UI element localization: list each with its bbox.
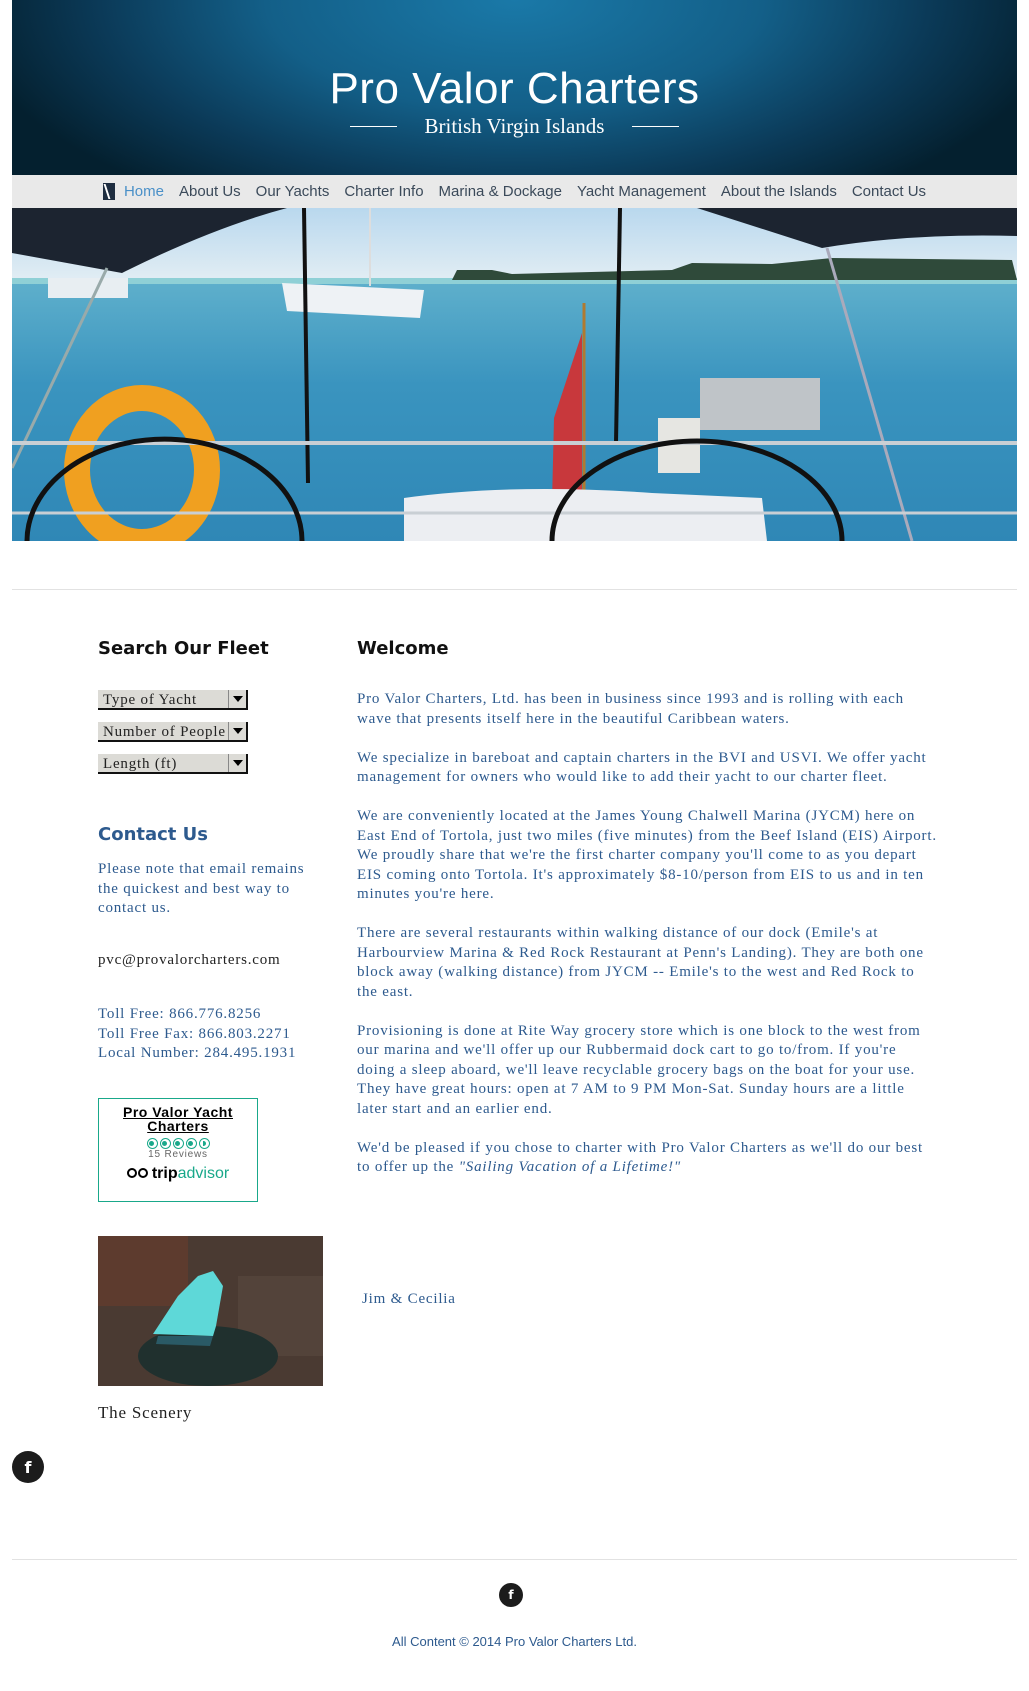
site-subtitle: British Virgin Islands: [424, 114, 605, 138]
rating-half-bubble-icon: [199, 1138, 210, 1149]
rating-bubble-icon: [173, 1138, 184, 1149]
contact-note: Please note that email remains the quickest and best way to contact us.: [98, 861, 305, 916]
nav-contact-us[interactable]: Contact Us: [851, 183, 927, 200]
closing-text: We'd be pleased if you chose to charter with Pro Valor Charters as we'll do our best to offer up the: [357, 1139, 923, 1175]
people-count-select[interactable]: [98, 722, 248, 742]
hero-image: [12, 208, 1017, 541]
toll-free-phone: Toll Free: 866.776.8256: [98, 1006, 262, 1022]
welcome-paragraph: Provisioning is done at Rite Way grocery store which is one block to the west from our marina and we'll offer up our Rubbermaid dock cart to go to/from. If you're doing a sleep aboard, we'll leave recyclable grocery bags on the boat for your use. They have great hours: open at 7 AM to 9 PM Mon-Sat. Sunday hours are a little later start and an earlier end.: [357, 1022, 921, 1117]
length-select[interactable]: [98, 754, 248, 774]
site-logo-icon[interactable]: [103, 183, 115, 200]
welcome-paragraph: Pro Valor Charters, Ltd. has been in business since 1993 and is rolling with each wave that presents itself here in the beautiful Caribbean waters.: [357, 691, 904, 727]
chevron-down-icon[interactable]: [228, 754, 246, 772]
chevron-down-icon[interactable]: [228, 690, 246, 708]
select-value: Type of Yacht: [103, 692, 197, 708]
footer-facebook-icon[interactable]: f: [499, 1583, 523, 1607]
owl-icon: [127, 1168, 149, 1180]
welcome-paragraph: There are several restaurants within walking distance of our dock (Emile's at Harbourview Marina & Red Rock Restaurant at Penn's Landing). They are both one block away (walking distance) from JYCM -- Emile's to the west and Red Rock to the east.: [357, 925, 924, 1000]
logo-advisor: advisor: [177, 1165, 230, 1182]
nav-yacht-management[interactable]: Yacht Management: [576, 183, 706, 200]
rating-bubble-icon: [147, 1138, 158, 1149]
facebook-icon[interactable]: f: [12, 1451, 44, 1483]
tripadvisor-logo[interactable]: [99, 1165, 257, 1183]
decorative-line: [350, 126, 397, 127]
nav-our-yachts[interactable]: Our Yachts: [255, 183, 330, 200]
footer-divider: [12, 1559, 1017, 1560]
section-divider: [12, 589, 1017, 590]
rating-bubbles: [99, 1138, 257, 1149]
closing-paragraph: [357, 1139, 937, 1178]
site-header: [12, 0, 1017, 175]
welcome-paragraph: We are conveniently located at the James Young Chalwell Marina (JYCM) here on East End of Tortola, just two miles (five minutes) from the Beef Island (EIS) Airport. We proudly share that we're the first charter company you'll come to as you depart EIS coming onto Tortola. It's approximately $8-10/person from EIS to us and in ten minutes you're here.: [357, 808, 937, 902]
toll-free-fax: Toll Free Fax: 866.803.2271: [98, 1025, 291, 1042]
welcome-heading: Welcome: [357, 638, 449, 659]
welcome-body: [357, 690, 937, 1197]
search-fleet-heading: Search Our Fleet: [98, 638, 269, 659]
nav-marina-dockage[interactable]: Marina & Dockage: [438, 183, 562, 200]
tripadvisor-title[interactable]: Pro Valor Yacht Charters: [123, 1104, 233, 1134]
copyright: All Content © 2014 Pro Valor Charters Ltd.: [392, 1634, 637, 1649]
phone-list: [98, 1005, 296, 1064]
chevron-down-icon[interactable]: [228, 722, 246, 740]
signature: Jim & Cecilia: [362, 1291, 456, 1307]
email-link[interactable]: pvc@provalorcharters.com: [98, 952, 281, 968]
subtitle-row: [12, 114, 1017, 139]
main-nav: [12, 175, 1017, 208]
nav-charter-info[interactable]: Charter Info: [344, 183, 424, 200]
tripadvisor-widget[interactable]: [98, 1098, 258, 1202]
yacht-type-select[interactable]: [98, 690, 248, 710]
nav-home[interactable]: Home: [123, 183, 164, 200]
select-value: Length (ft): [103, 756, 178, 772]
review-count[interactable]: 15 Reviews: [148, 1149, 208, 1160]
rating-bubble-icon: [160, 1138, 171, 1149]
local-phone: Local Number: 284.495.1931: [98, 1045, 297, 1061]
image-caption: The Scenery: [98, 1403, 193, 1422]
nav-about-islands[interactable]: About the Islands: [720, 183, 837, 200]
logo-trip: trip: [151, 1165, 178, 1182]
select-value: Number of People: [103, 724, 226, 740]
decorative-line: [632, 126, 679, 127]
welcome-paragraph: We specialize in bareboat and captain charters in the BVI and USVI. We offer yacht management for owners who would like to add their yacht to our charter fleet.: [357, 749, 927, 785]
rating-bubble-icon: [186, 1138, 197, 1149]
closing-quote: "Sailing Vacation of a Lifetime!": [458, 1159, 682, 1175]
nav-about-us[interactable]: About Us: [178, 183, 241, 200]
scenery-image: [98, 1236, 323, 1386]
site-title: Pro Valor Charters: [329, 64, 700, 113]
contact-heading: Contact Us: [98, 824, 209, 845]
